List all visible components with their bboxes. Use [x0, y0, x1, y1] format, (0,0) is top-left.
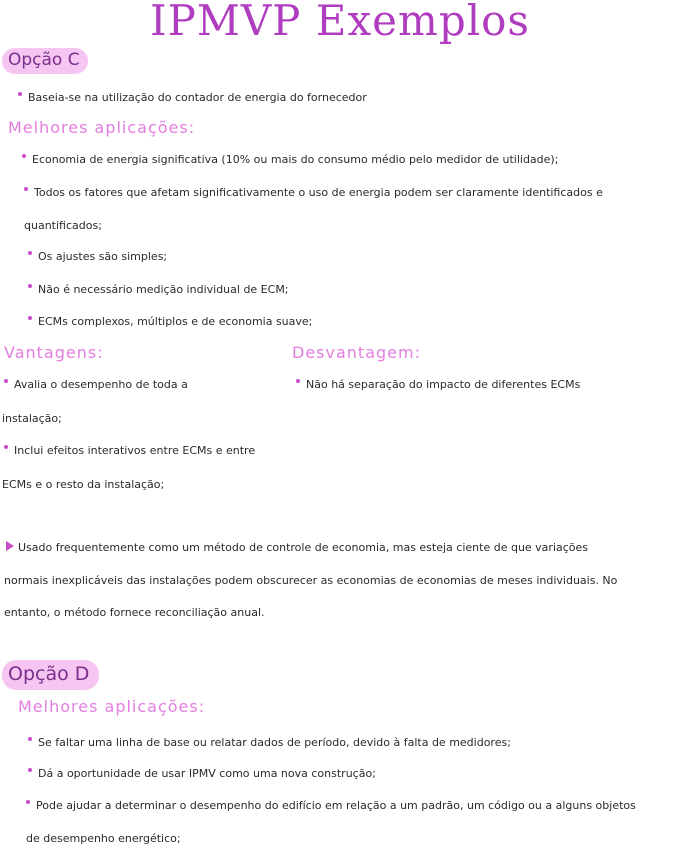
bullet-icon	[26, 800, 30, 804]
page-title: IPMVP Exemplos	[150, 0, 530, 45]
option-c-intro	[18, 91, 367, 105]
bullet-icon	[18, 92, 22, 96]
list-item: Avalia o desempenho de toda a	[4, 378, 188, 392]
list-item: Pode ajudar a determinar o desempenho do edifício em relação a um padrão, um código ou a alguns objetos	[26, 799, 636, 813]
bullet-icon	[4, 379, 8, 383]
list-item: Dá a oportunidade de usar IPMV como uma nova construção;	[28, 767, 376, 781]
option-d-best-apps-heading: Melhores aplicações:	[18, 697, 206, 716]
list-item: ECMs complexos, múltiplos e de economia suave;	[28, 315, 312, 329]
list-item: Todos os fatores que afetam significativamente o uso de energia podem ser claramente identificados e	[24, 186, 603, 200]
note-line: Usado frequentemente como um método de controle de economia, mas esteja ciente de que variações	[6, 541, 588, 555]
note-line: entanto, o método fornece reconciliação anual.	[4, 606, 265, 619]
list-item: Inclui efeitos interativos entre ECMs e entre	[4, 444, 255, 458]
list-item: Os ajustes são simples;	[28, 250, 167, 264]
option-c-best-apps-heading: Melhores aplicações:	[8, 118, 196, 137]
note-line: normais inexplicáveis das instalações podem obscurecer as economias de economias de meses individuais. No	[4, 574, 618, 587]
bullet-icon	[24, 187, 28, 191]
list-item: Se faltar uma linha de base ou relatar dados de período, devido à falta de medidores;	[28, 736, 511, 750]
list-item-continuation: instalação;	[2, 412, 62, 425]
list-item: Economia de energia significativa (10% ou mais do consumo médio pelo medidor de utilidade);	[22, 153, 558, 167]
bullet-icon	[28, 768, 32, 772]
bullet-icon	[28, 737, 32, 741]
list-item-continuation: ECMs e o resto da instalação;	[2, 478, 165, 491]
list-item-continuation: de desempenho energético;	[26, 832, 181, 845]
bullet-icon	[28, 284, 32, 288]
arrow-right-icon	[6, 541, 14, 551]
advantages-heading: Vantagens:	[4, 343, 104, 362]
intro-text: Baseia-se na utilização do contador de energia do fornecedor	[28, 91, 367, 104]
bullet-icon	[4, 445, 8, 449]
disadvantage-heading: Desvantagem:	[292, 343, 421, 362]
option-d-label: Opção D	[2, 660, 99, 690]
option-c-label: Opção C	[2, 48, 88, 74]
list-item-continuation: quantificados;	[24, 219, 102, 232]
list-item: Não há separação do impacto de diferentes ECMs	[296, 378, 580, 392]
list-item: Não é necessário medição individual de ECM;	[28, 283, 289, 297]
bullet-icon	[28, 316, 32, 320]
bullet-icon	[28, 251, 32, 255]
bullet-icon	[296, 379, 300, 383]
bullet-icon	[22, 154, 26, 158]
